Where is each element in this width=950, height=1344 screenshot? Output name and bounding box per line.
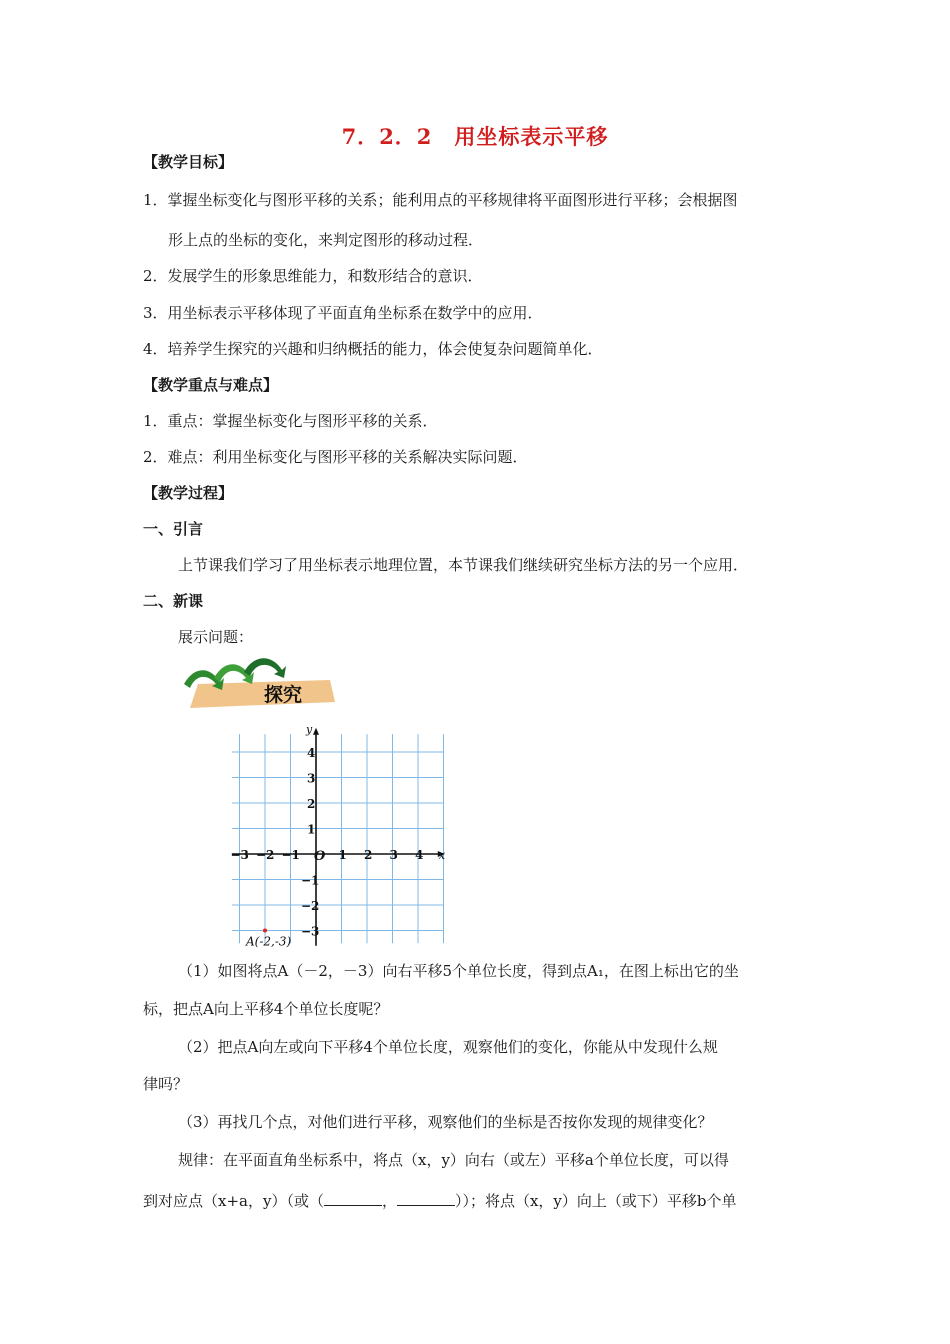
goal-item-4: 4．培养学生探究的兴趣和归纳概括的能力，体会使复杂问题简单化． bbox=[143, 340, 603, 358]
y-axis-label: y bbox=[306, 722, 313, 736]
answer-blank-1[interactable] bbox=[324, 1191, 382, 1206]
point-a-label: A(-2,-3) bbox=[246, 934, 292, 949]
banner-paper-shape bbox=[190, 680, 335, 708]
explore-banner bbox=[180, 654, 335, 710]
coordinate-grid bbox=[230, 718, 464, 949]
arrow-icon bbox=[244, 658, 286, 678]
page-title: 7．2．2 用坐标表示平移 bbox=[341, 124, 609, 149]
origin-label: O bbox=[314, 849, 326, 864]
question-1-line-2: 标，把点A向上平移4个单位长度呢？ bbox=[143, 1000, 389, 1018]
x-axis-label: x bbox=[438, 848, 446, 862]
y-tick-label: −2 bbox=[301, 899, 320, 913]
question-3: （3）再找几个点，对他们进行平移，观察他们的坐标是否按你发现的规律变化？ bbox=[178, 1113, 713, 1131]
x-tick-label: 4 bbox=[415, 848, 424, 862]
goal-item-3: 3．用坐标表示平移体现了平面直角坐标系在数学中的应用． bbox=[143, 304, 543, 322]
rule-text-end: ））；将点（x，y）向上（或下）平移b个单 bbox=[454, 1192, 737, 1210]
rule-line-2 bbox=[143, 1190, 737, 1211]
x-tick-label: 2 bbox=[364, 848, 373, 862]
intro-header: 一、引言 bbox=[143, 520, 204, 538]
y-tick-label: −1 bbox=[301, 873, 320, 888]
x-tick-label: 1 bbox=[338, 848, 347, 862]
x-tick-label: −2 bbox=[256, 848, 275, 862]
process-header: 【教学过程】 bbox=[143, 484, 234, 502]
goal-item-2: 2．发展学生的形象思维能力，和数形结合的意识． bbox=[143, 267, 483, 285]
x-tick-label: −3 bbox=[230, 848, 249, 862]
question-2-line-2: 律吗？ bbox=[143, 1075, 189, 1093]
goals-header: 【教学目标】 bbox=[143, 153, 234, 171]
question-1-line-1: （1）如图将点A（－2，－3）向右平移5个单位长度，得到点A₁，在图上标出它的坐 bbox=[178, 962, 739, 980]
grid-lines bbox=[232, 734, 444, 943]
y-tick-label: 1 bbox=[307, 822, 316, 837]
x-tick-label: −1 bbox=[281, 848, 300, 862]
show-problem-label: 展示问题： bbox=[178, 628, 254, 646]
goal-item-1: 1．掌握坐标变化与图形平移的关系；能利用点的平移规律将平面图形进行平移；会根据图 bbox=[143, 191, 738, 209]
answer-blank-2[interactable] bbox=[397, 1191, 455, 1206]
y-tick-label: −3 bbox=[301, 924, 320, 939]
axes bbox=[232, 728, 445, 946]
point-a bbox=[263, 929, 267, 933]
y-tick-label: 4 bbox=[307, 746, 316, 760]
explore-banner-label: 探究 bbox=[264, 684, 303, 706]
x-tick-labels bbox=[231, 848, 424, 862]
rule-separator: ， bbox=[381, 1192, 397, 1210]
new-lesson-header: 二、新课 bbox=[143, 592, 204, 610]
rule-text-start: 到对应点（x+a，y）（或（ bbox=[143, 1192, 324, 1210]
key-item-1: 1．重点：掌握坐标变化与图形平移的关系． bbox=[143, 412, 438, 430]
y-tick-label: 3 bbox=[307, 771, 316, 786]
goal-item-1-cont: 形上点的坐标的变化，来判定图形的移动过程． bbox=[168, 231, 484, 249]
rule-line-1: 规律：在平面直角坐标系中，将点（x，y）向右（或左）平移a个单位长度，可以得 bbox=[178, 1151, 729, 1169]
question-2-line-1: （2）把点A向左或向下平移4个单位长度，观察他们的变化，你能从中发现什么规 bbox=[178, 1038, 718, 1056]
y-tick-label: 2 bbox=[307, 797, 316, 811]
intro-text: 上节课我们学习了用坐标表示地理位置，本节课我们继续研究坐标方法的另一个应用． bbox=[178, 556, 749, 574]
key-item-2: 2．难点：利用坐标变化与图形平移的关系解决实际问题． bbox=[143, 448, 528, 466]
key-header: 【教学重点与难点】 bbox=[143, 376, 279, 394]
y-axis-arrow-icon bbox=[313, 728, 319, 735]
x-tick-label: 3 bbox=[389, 848, 398, 862]
